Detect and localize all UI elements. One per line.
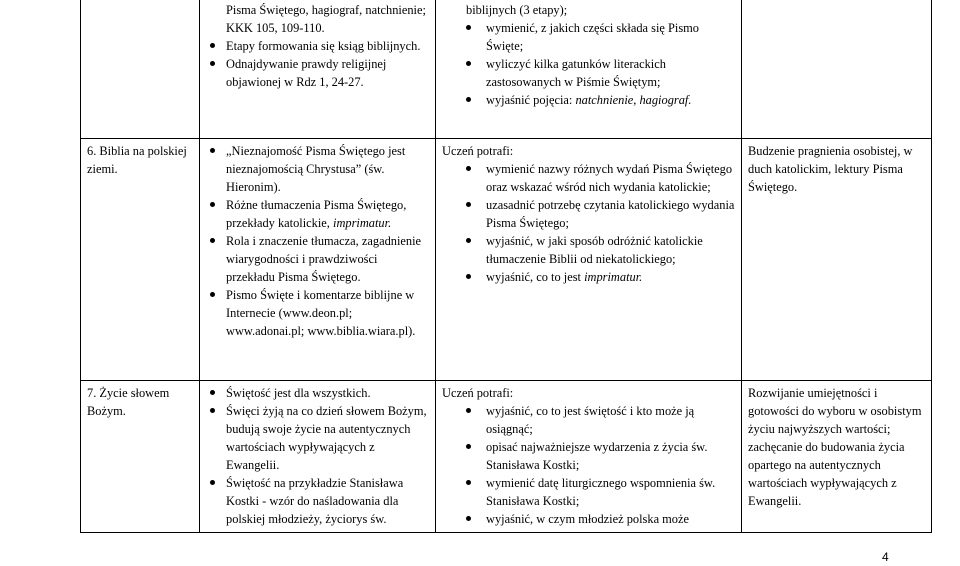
- requirements-list: [442, 1, 735, 109]
- content-item: [206, 142, 429, 196]
- attitudes-cell: [742, 139, 932, 381]
- attitudes-cell: [742, 381, 932, 533]
- content-item: [206, 196, 429, 232]
- content-item: [206, 55, 429, 91]
- curriculum-table: [80, 0, 932, 533]
- topic-title: 6. Biblia na polskiej ziemi.: [87, 144, 187, 176]
- requirement-item: [442, 510, 735, 528]
- requirement-italic: imprimatur.: [584, 270, 643, 284]
- content-item-text: Świętość jest dla wszystkich.: [226, 386, 371, 400]
- content-item-italic: imprimatur.: [333, 216, 392, 230]
- requirements-cell: [436, 139, 742, 381]
- requirement-item: [442, 268, 735, 286]
- requirement-item: [442, 55, 735, 91]
- content-cell: [200, 381, 436, 533]
- requirements-intro: Uczeń potrafi:: [442, 144, 514, 158]
- content-list: [206, 1, 429, 91]
- requirement-text: biblijnych (3 etapy);: [466, 3, 568, 17]
- requirement-italic: natchnienie, hagiograf.: [575, 93, 692, 107]
- attitudes-text: Rozwijanie umiejętności i gotowości do wyboru w osobistym życiu najwyższych wartości; zachęcanie do budowania życia opartego na autentycznych wartościach wypływających z Ewangelii.: [748, 386, 922, 508]
- content-item: [206, 286, 429, 340]
- requirement-text: wymienić, z jakich części składa się Pismo Święte;: [486, 21, 699, 53]
- requirement-text: wyliczyć kilka gatunków literackich zastosowanych w Piśmie Świętym;: [486, 57, 666, 89]
- requirement-text: wymienić nazwy różnych wydań Pisma Świętego oraz wskazać wśród nich wydania katolickie;: [486, 162, 733, 194]
- content-item-text: Rola i znaczenie tłumacza, zagadnienie wiarygodności i prawdziwości przekładu Pisma Świętego.: [226, 234, 422, 284]
- requirement-text: wyjaśnić, co to jest: [486, 270, 585, 284]
- requirement-text: uzasadnić potrzebę czytania katolickiego wydania Pisma Świętego;: [486, 198, 735, 230]
- content-item: [206, 402, 429, 474]
- content-item-text: Odnajdywanie prawdy religijnej objawionej w Rdz 1, 24-27.: [226, 57, 387, 89]
- content-item: [206, 232, 429, 286]
- page-number: 4: [882, 550, 889, 564]
- curriculum-table-body: [81, 0, 932, 533]
- requirement-item: [442, 1, 735, 19]
- content-item: [206, 474, 429, 528]
- content-item: [206, 1, 429, 37]
- content-item-text: „Nieznajomość Pisma Świętego jest nieznajomością Chrystusa” (św. Hieronim).: [226, 144, 406, 194]
- attitudes-text: Budzenie pragnienia osobistej, w duch katolickim, lektury Pisma Świętego.: [748, 144, 913, 194]
- content-cell: [200, 139, 436, 381]
- content-list: [206, 384, 429, 528]
- requirements-intro: Uczeń potrafi:: [442, 386, 514, 400]
- table-row: [81, 0, 932, 139]
- requirement-item: [442, 232, 735, 268]
- content-cell: [200, 0, 436, 139]
- requirement-item: [442, 160, 735, 196]
- requirement-text: wyjaśnić pojęcia:: [486, 93, 576, 107]
- topic-cell: [81, 139, 200, 381]
- requirement-item: [442, 474, 735, 510]
- requirement-text: opisać najważniejsze wydarzenia z życia św. Stanisława Kostki;: [486, 440, 708, 472]
- content-list: [206, 142, 429, 340]
- requirement-item: [442, 402, 735, 438]
- requirements-list: [442, 160, 735, 286]
- requirements-cell: [436, 0, 742, 139]
- requirement-item: [442, 19, 735, 55]
- requirement-item: [442, 438, 735, 474]
- table-row: [81, 139, 932, 381]
- content-item-text: Świętość na przykładzie Stanisława Kostki - wzór do naśladowania dla polskiej młodzieży, życiorys św.: [226, 476, 404, 526]
- content-item-text: Pisma Świętego, hagiograf, natchnienie; KKK 105, 109-110.: [226, 3, 426, 35]
- content-item: [206, 37, 429, 55]
- requirement-text: wyjaśnić, w czym młodzież polska może: [486, 512, 690, 526]
- table-row: [81, 381, 932, 533]
- topic-title: 7. Życie słowem Bożym.: [87, 386, 170, 418]
- requirement-item: [442, 196, 735, 232]
- requirement-item: [442, 91, 735, 109]
- requirements-cell: [436, 381, 742, 533]
- content-item-text: Pismo Święte i komentarze biblijne w Internecie (www.deon.pl; www.adonai.pl; www.biblia.wiara.pl).: [226, 288, 416, 338]
- content-item-text: Święci żyją na co dzień słowem Bożym, budują swoje życie na autentycznych wartościach wypływających z Ewangelii.: [226, 404, 427, 472]
- requirement-text: wyjaśnić, w jaki sposób odróżnić katolickie tłumaczenie Biblii od niekatolickiego;: [486, 234, 703, 266]
- requirement-text: wymienić datę liturgicznego wspomnienia św. Stanisława Kostki;: [486, 476, 716, 508]
- requirements-list: [442, 402, 735, 528]
- content-item-text: Etapy formowania się ksiąg biblijnych.: [226, 39, 421, 53]
- topic-cell: [81, 381, 200, 533]
- attitudes-cell: [742, 0, 932, 139]
- requirement-text: wyjaśnić, co to jest świętość i kto może ją osiągnąć;: [486, 404, 695, 436]
- content-item: [206, 384, 429, 402]
- content-item-text: Różne tłumaczenia Pisma Świętego, przekłady katolickie,: [226, 198, 407, 230]
- topic-cell: [81, 0, 200, 139]
